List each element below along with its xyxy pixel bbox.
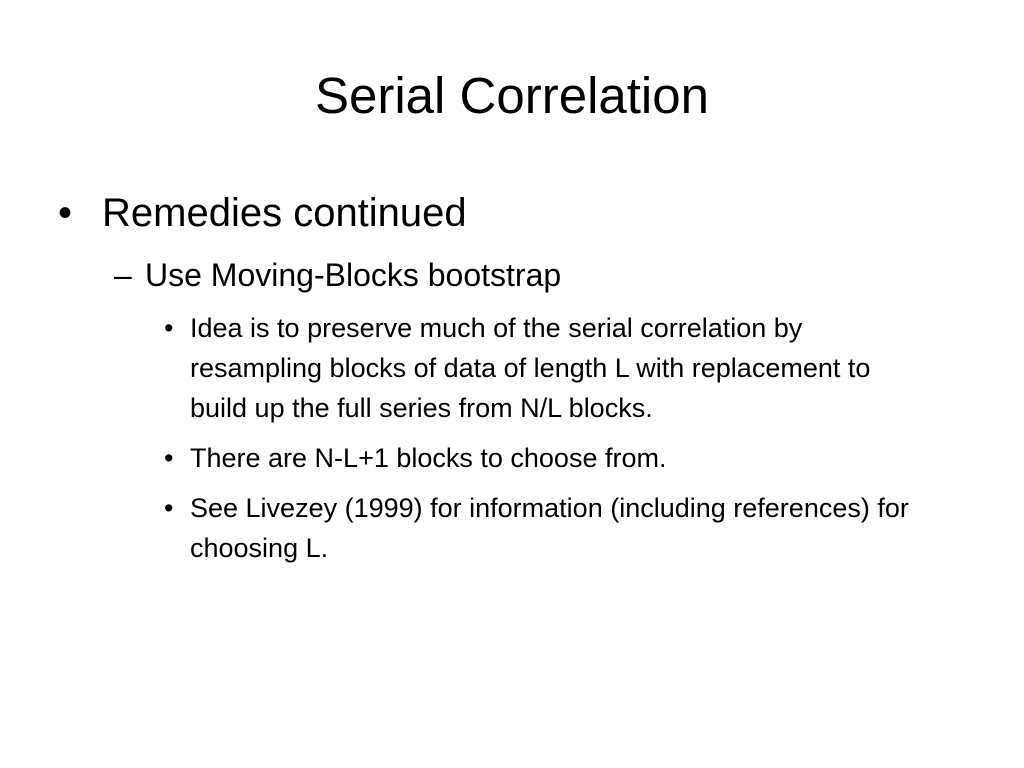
detail-bullet-list [164, 308, 964, 578]
detail-bullet-idea [164, 308, 964, 428]
sub-bullet-text: Use Moving-Blocks bootstrap [145, 257, 562, 293]
bullet-marker: • [164, 493, 174, 523]
bullet-marker: • [164, 443, 174, 473]
detail-bullet-text: See Livezey (1999) for information (including references) for choosing L. [190, 493, 909, 563]
bullet-marker: • [58, 191, 73, 235]
bullet-text: Remedies continued [102, 191, 467, 235]
bullet-marker: • [164, 313, 174, 343]
detail-bullet-reference [164, 488, 964, 568]
detail-bullet-text: There are N-L+1 blocks to choose from. [190, 443, 667, 473]
detail-bullet-block-count [164, 438, 964, 478]
dash-marker: – [114, 257, 132, 293]
detail-bullet-text: Idea is to preserve much of the serial correlation by resampling blocks of data of length L with replacement to build up the full series from N/L blocks. [190, 313, 871, 423]
slide-title: Serial Correlation [314, 67, 709, 124]
